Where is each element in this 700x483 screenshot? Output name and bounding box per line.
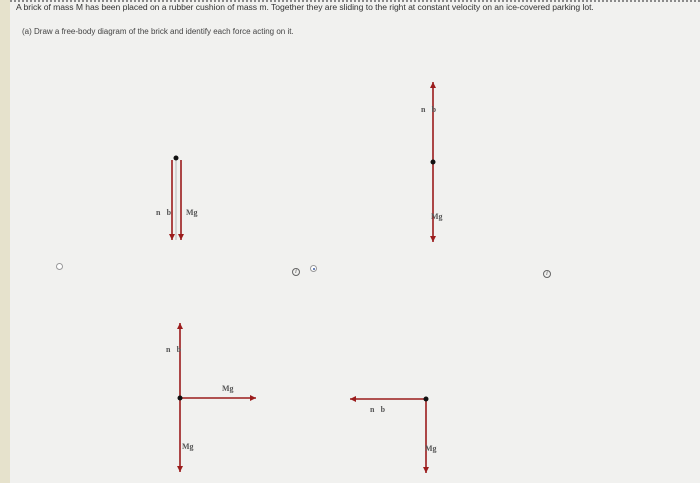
option-4-normal-label: n⃗b: [370, 405, 386, 414]
option-2-weight-label: Mg⃗: [431, 212, 449, 221]
option-1-diagram: [172, 156, 181, 241]
option-4-weight-label: Mg⃗: [425, 444, 443, 453]
option-3-normal-label: n⃗b: [166, 345, 182, 354]
problem-statement: A brick of mass M has been placed on a rubber cushion of mass m. Together they are sliding to the right at constant velocity on an ice-covered parking lot.: [16, 2, 594, 12]
part-a-prompt: (a) Draw a free-body diagram of the brick and identify each force acting on it.: [22, 27, 294, 36]
option-2-radio[interactable]: [310, 265, 317, 272]
info-icon[interactable]: i: [543, 270, 551, 278]
option-3-horizontal-label: Mg⃗: [222, 384, 240, 393]
option-2-dot: [431, 160, 436, 165]
option-3-weight-label: Mg⃗: [182, 442, 200, 451]
option-1-normal-label: n⃗b: [156, 208, 172, 217]
option-4-dot: [424, 397, 429, 402]
option-1-weight-label: Mg⃗: [186, 208, 204, 217]
option-3-dot: [178, 396, 183, 401]
option-1-radio[interactable]: [56, 263, 63, 270]
info-icon[interactable]: i: [292, 268, 300, 276]
option-2-normal-label: n⃗b: [421, 105, 437, 114]
option-1-dot: [174, 156, 179, 161]
option-4-diagram: [350, 397, 429, 474]
